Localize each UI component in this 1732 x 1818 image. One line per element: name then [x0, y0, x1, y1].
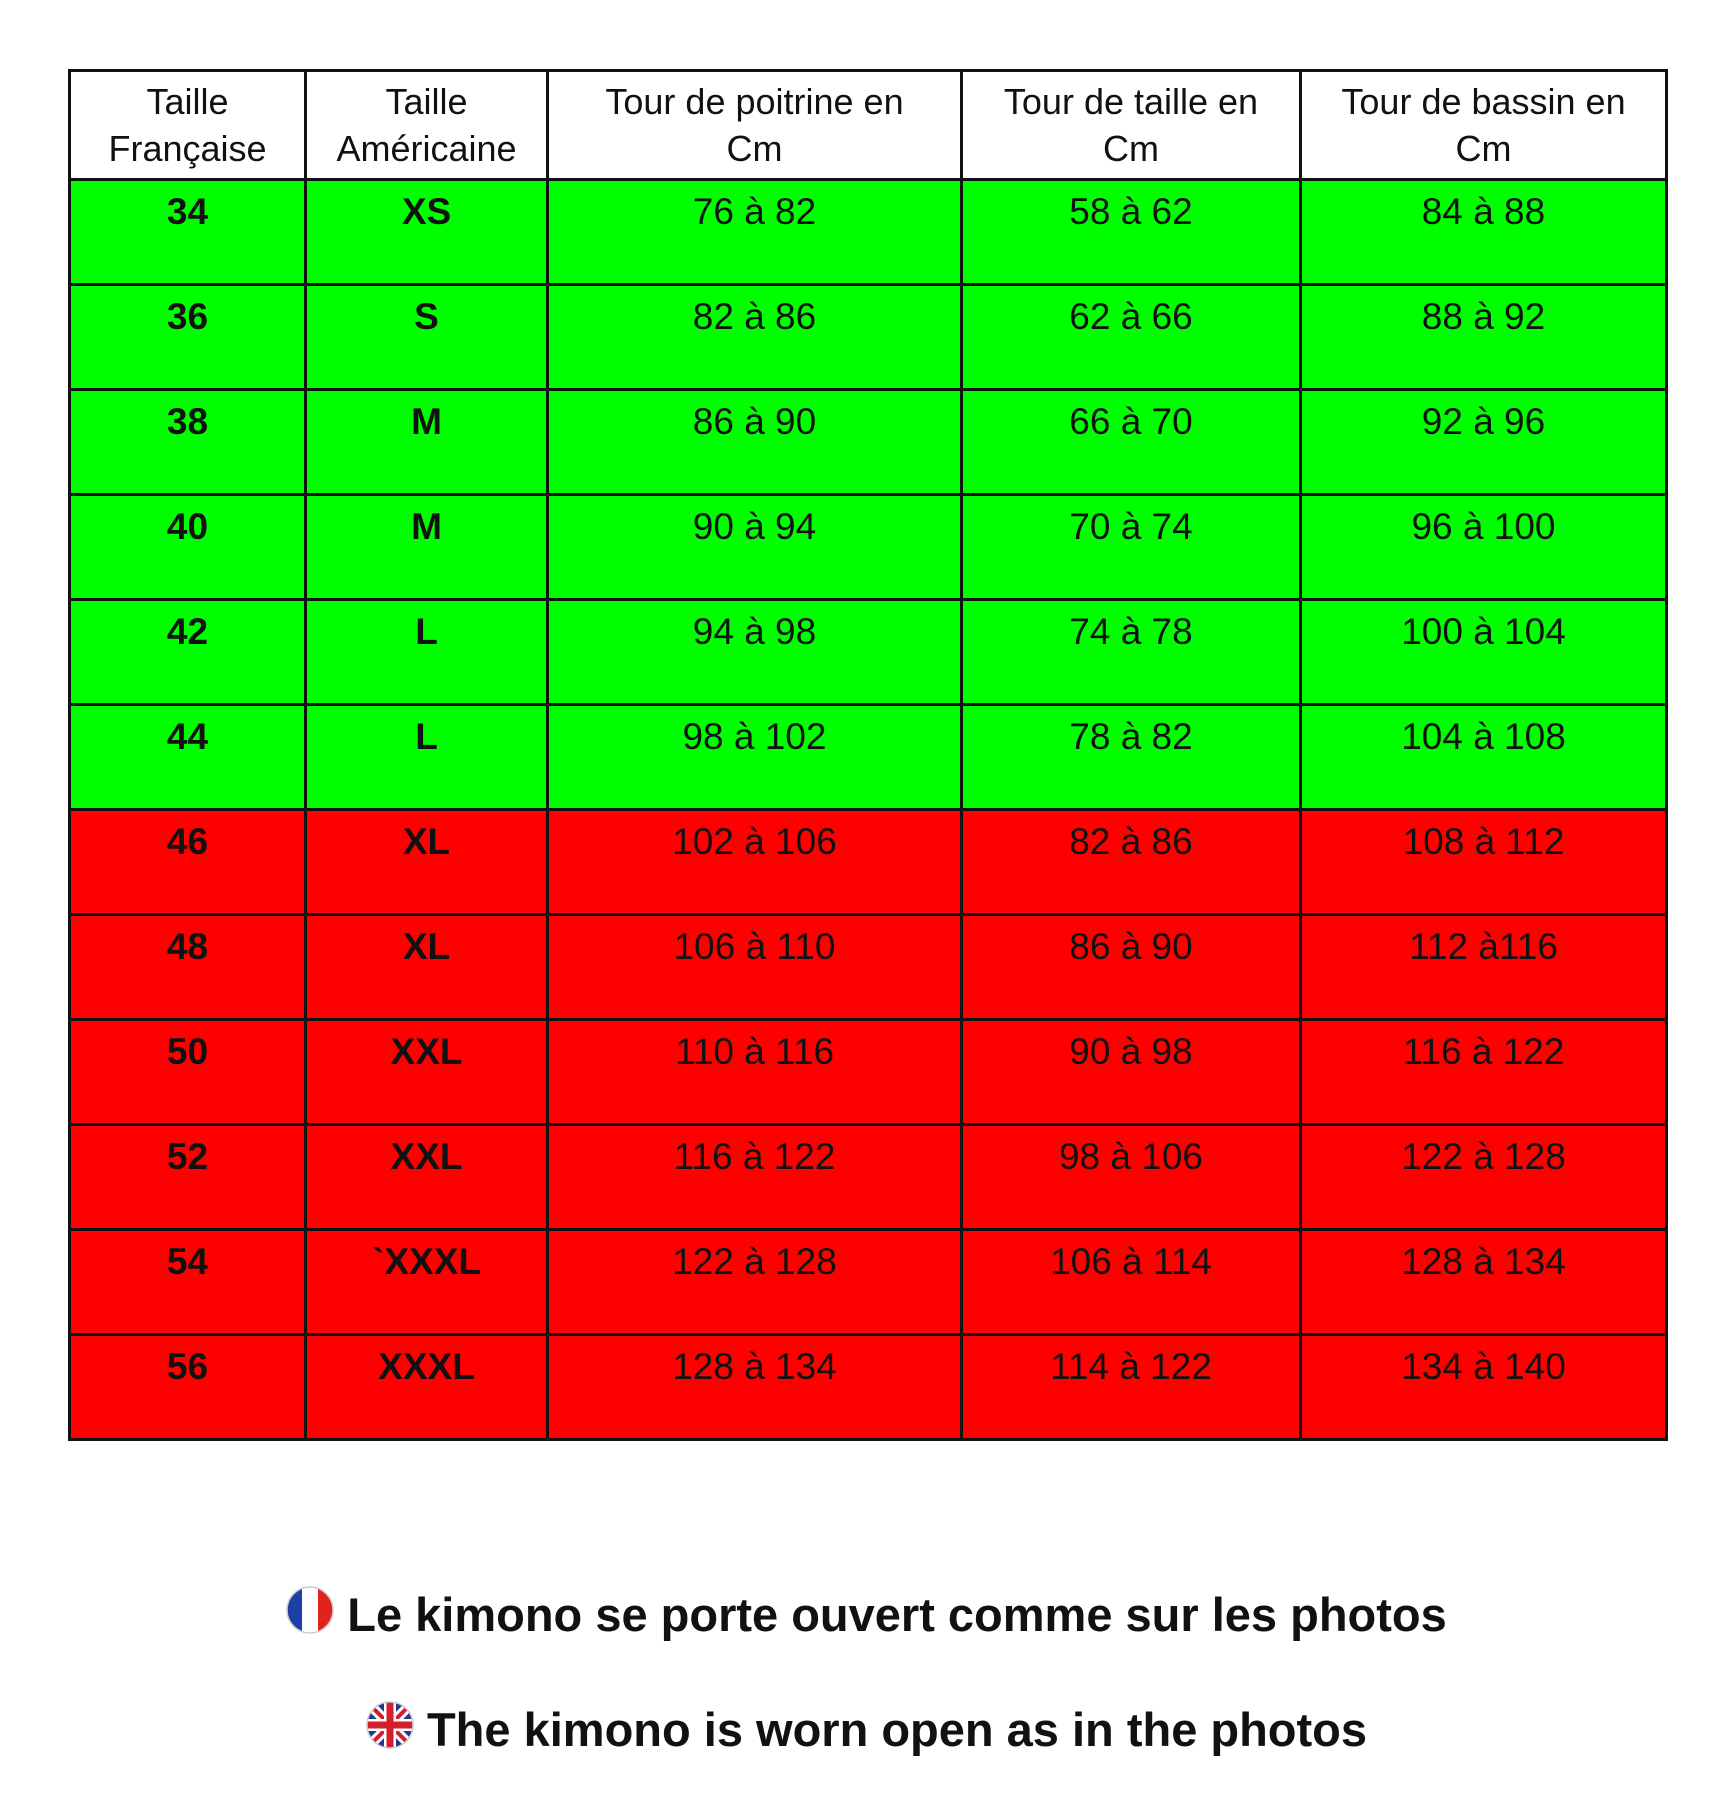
- cell-hips: 84 à 88: [1301, 180, 1667, 285]
- cell-american-size: XXXL: [306, 1335, 548, 1440]
- table-row: [70, 1125, 1667, 1230]
- note-english-text: The kimono is worn open as in the photos: [426, 1703, 1368, 1756]
- header-line: Tour de poitrine en: [605, 81, 904, 122]
- cell-chest: 128 à 134: [548, 1335, 962, 1440]
- cell-chest: 106 à 110: [548, 915, 962, 1020]
- cell-american-size: S: [306, 285, 548, 390]
- header-row: [70, 71, 1667, 180]
- table-row: [70, 705, 1667, 810]
- cell-american-size: XL: [306, 915, 548, 1020]
- cell-hips: 116 à 122: [1301, 1020, 1667, 1125]
- cell-waist: 106 à 114: [962, 1230, 1301, 1335]
- cell-chest: 76 à 82: [548, 180, 962, 285]
- cell-french-size: 34: [70, 180, 306, 285]
- cell-chest: 122 à 128: [548, 1230, 962, 1335]
- table-row: [70, 285, 1667, 390]
- note-french-text: Le kimono se porte ouvert comme sur les photos: [347, 1588, 1447, 1641]
- note-french: [0, 1585, 1732, 1642]
- table-row: [70, 1020, 1667, 1125]
- cell-chest: 98 à 102: [548, 705, 962, 810]
- cell-american-size: L: [306, 600, 548, 705]
- cell-hips: 108 à 112: [1301, 810, 1667, 915]
- cell-hips: 112 à116: [1301, 915, 1667, 1020]
- table-row: [70, 180, 1667, 285]
- france-flag-icon: [285, 1585, 335, 1635]
- cell-waist: 70 à 74: [962, 495, 1301, 600]
- header-chest: [548, 71, 962, 180]
- cell-french-size: 36: [70, 285, 306, 390]
- cell-hips: 104 à 108: [1301, 705, 1667, 810]
- table-row: [70, 600, 1667, 705]
- header-line: Tour de bassin en: [1341, 81, 1626, 122]
- cell-waist: 62 à 66: [962, 285, 1301, 390]
- cell-american-size: `XXXL: [306, 1230, 548, 1335]
- cell-chest: 94 à 98: [548, 600, 962, 705]
- cell-hips: 100 à 104: [1301, 600, 1667, 705]
- cell-waist: 86 à 90: [962, 915, 1301, 1020]
- cell-hips: 122 à 128: [1301, 1125, 1667, 1230]
- cell-waist: 98 à 106: [962, 1125, 1301, 1230]
- cell-french-size: 50: [70, 1020, 306, 1125]
- cell-french-size: 42: [70, 600, 306, 705]
- cell-french-size: 48: [70, 915, 306, 1020]
- header-line: Cm: [1455, 128, 1512, 169]
- cell-chest: 86 à 90: [548, 390, 962, 495]
- cell-french-size: 38: [70, 390, 306, 495]
- header-french-size: [70, 71, 306, 180]
- note-english: [0, 1700, 1732, 1757]
- cell-hips: 96 à 100: [1301, 495, 1667, 600]
- cell-waist: 90 à 98: [962, 1020, 1301, 1125]
- cell-chest: 110 à 116: [548, 1020, 962, 1125]
- cell-french-size: 52: [70, 1125, 306, 1230]
- cell-american-size: XXL: [306, 1020, 548, 1125]
- cell-chest: 82 à 86: [548, 285, 962, 390]
- cell-french-size: 44: [70, 705, 306, 810]
- header-line: Taille: [146, 81, 229, 122]
- cell-hips: 92 à 96: [1301, 390, 1667, 495]
- cell-waist: 82 à 86: [962, 810, 1301, 915]
- cell-american-size: XL: [306, 810, 548, 915]
- cell-hips: 134 à 140: [1301, 1335, 1667, 1440]
- cell-american-size: M: [306, 390, 548, 495]
- size-chart-body: [70, 180, 1667, 1440]
- uk-flag-icon: [365, 1700, 415, 1750]
- header-line: Cm: [1103, 128, 1159, 169]
- cell-hips: 128 à 134: [1301, 1230, 1667, 1335]
- cell-waist: 74 à 78: [962, 600, 1301, 705]
- header-line: Taille: [385, 81, 468, 122]
- cell-french-size: 40: [70, 495, 306, 600]
- table-row: [70, 1335, 1667, 1440]
- header-hips: [1301, 71, 1667, 180]
- cell-waist: 78 à 82: [962, 705, 1301, 810]
- table-row: [70, 915, 1667, 1020]
- table-row: [70, 495, 1667, 600]
- cell-french-size: 54: [70, 1230, 306, 1335]
- cell-waist: 66 à 70: [962, 390, 1301, 495]
- header-american-size: [306, 71, 548, 180]
- size-chart-table: [68, 69, 1668, 1441]
- cell-chest: 116 à 122: [548, 1125, 962, 1230]
- table-row: [70, 390, 1667, 495]
- header-waist: [962, 71, 1301, 180]
- cell-waist: 58 à 62: [962, 180, 1301, 285]
- header-line: Tour de taille en: [1003, 81, 1259, 122]
- cell-waist: 114 à 122: [962, 1335, 1301, 1440]
- header-line: Française: [108, 128, 267, 169]
- cell-hips: 88 à 92: [1301, 285, 1667, 390]
- cell-american-size: XS: [306, 180, 548, 285]
- cell-american-size: M: [306, 495, 548, 600]
- cell-chest: 102 à 106: [548, 810, 962, 915]
- table-row: [70, 1230, 1667, 1335]
- cell-french-size: 46: [70, 810, 306, 915]
- cell-chest: 90 à 94: [548, 495, 962, 600]
- header-line: Cm: [726, 128, 783, 169]
- table-row: [70, 810, 1667, 915]
- cell-american-size: L: [306, 705, 548, 810]
- size-chart-header: [70, 71, 1667, 180]
- cell-french-size: 56: [70, 1335, 306, 1440]
- header-line: Américaine: [336, 128, 517, 169]
- cell-american-size: XXL: [306, 1125, 548, 1230]
